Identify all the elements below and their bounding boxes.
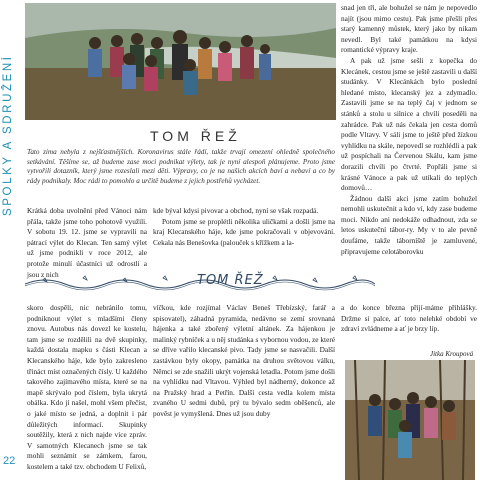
paragraph: A pak už jsme sešli z kopečka do Klecánek, cestou jsme se ještě zastavili u další studánky. V Klecánkách bylo poslední hledané místo, klecanský jez a zdymadlo. Zastavili jsme se na teplý čaj v jednom se stánků a stolu u silnice a chvíli poseděli na zahrádce. Pak už nás čekala jen cesta domů podle Vltavy. V sáli jsme to ještě před žízkou vyhlídku na skále, nepovedl se rozhlédli a pak už pospíchali na Červenou Skálu, kam jsme dorazili chvíli po čtvrté. Popřáli jsme si krásné Vánoce a pak už utíkali do teplých domovů… xyxy=(341,55,477,193)
page-number: 22 xyxy=(3,455,16,467)
column-bottom-right xyxy=(341,303,477,335)
paragraph: Žádnou další akci jsme zatím bohužel nemohli uskutečnit a kdo ví, kdy zase budeme moci. Nikdo ani nedokáže odhadnout, zda se letos uskuteční tábor-ry. My v to ale pevně doufáme, takže táborníště je zamluvené, připravujeme celotáborovku xyxy=(341,193,477,256)
article-title: TOM ŘEŽ xyxy=(150,128,241,144)
paragraph: a do konce března příjí-máme přihlášky. Držme si palce, ať toto nelehké období ve zdraví zvládneme a ať je brzy líp. xyxy=(341,303,477,334)
column-top-middle xyxy=(153,206,335,248)
paragraph: Potom jsme se proplétli několika uličkami a došli jsme na kraj Klecanského háje, kde jsme pokračovali v objevování. Cekala nás Benešovka (palouček s křížkem a la- xyxy=(153,216,335,247)
paragraph: víčkou, kde rozjímal Václav Beneš Třebízský, farář a spisovatel), záhadná pyramida, nedávno se zemí srovnaná hájenka a také zbořený výletní altánek. Za hájenkou je malinký rybníček a u něj studánka s vybornou vodou, ze které se dříve vařilo klecanské pivo. Tady jsme se nasvačili. Další zastávkou byly okopy, památka na druhou světovou válku, Němci se zde snažili ukrýt vojenská letadla. Potom jsme došli na vyhlídku nad Vltavou. Výhled byl nádherný, dokonce až na Pražský hrad a Petřín. Další cesta vedla kolem místa zvaného U sedmi dubů, prý tu bývalo sedm oběšenců, ale pověst je vymyšlená. Dnes už jsou duby xyxy=(153,303,335,418)
banner xyxy=(25,272,375,292)
section-title: SPOLKY A SDRUŽENÍ xyxy=(2,54,14,216)
paragraph: skoro dospělí, nic nebránilo tomu, podniknout výlet s mladšími členy znovu. Autobus nás dovezl ke kostelu, tam jsme se rozdělili na dvě skupinky, každá dostala mapku s části Klecan a Klecanského háje, kde bylo zakresleno třináct míst označených čísly. U každého takového zajímavého místa, které se na mapě skrývalo pod číslem, byla ukrytá obálka. Kdo jí našel, mohl všem přečíst, o jaké místo se jedná, a doplnit i pár důležitých informací. Skupinky soutěžily, která z nich najde více zpráv. V samotných Klecanech jsme se tak mohli seznámit se zámkem, farou, kostelem a také tzv. obchodem U Felixů, xyxy=(27,303,147,471)
column-bottom-middle xyxy=(153,303,335,420)
author-signature: Jitka Kroupová xyxy=(430,350,474,358)
forest-photo xyxy=(345,360,475,480)
column-top-left xyxy=(27,206,147,280)
column-top-right xyxy=(341,3,477,257)
side-bar xyxy=(0,0,23,480)
paragraph: snad jen tři, ale bohužel se nám je nepovedlo najít (jsou mimo cestu). Pak jsme přešli přes starý kamenný můstek, který jako by nikam nevedl. Byl také památkou na kdysi romantické výpravy kraje. xyxy=(341,3,477,55)
paragraph: kde býval kdysi pivovar a obchod, nyní se však rozpadá. xyxy=(153,206,319,215)
banner-title: TOM ŘEŽ xyxy=(197,273,264,288)
group-photo xyxy=(25,3,336,120)
column-bottom-left xyxy=(27,303,147,473)
paragraph: Krátká doba uvolnění před Vánoci nám přála, takže jsme toho pohotově využili. V sobotu 19. 12. jsme se vypravili na pátrací výlet do Klecan. Ten samý výlet už jsme podnikli v roce 2012, ale protože minulí účastníci už odrostli a jsou z nich xyxy=(27,206,147,279)
article-intro: Tato zima nebyla z nejšťastnějších. Koronavirus stále řádí, takže trvají omezení ohledně společného setkávání. Těšíme se, až budeme zase moci podnikat výlety, tak je nyní alespoň plánujeme. Proto jsme vytvořili dotazník, který jsme rozeslali mezi děti. Výpravy, co je na našich akcích baví a nebaví a co by rády podnikaly. Moc rádi to pomohlo a určitě budeme z jejich postřehů vycházet. xyxy=(27,148,335,185)
